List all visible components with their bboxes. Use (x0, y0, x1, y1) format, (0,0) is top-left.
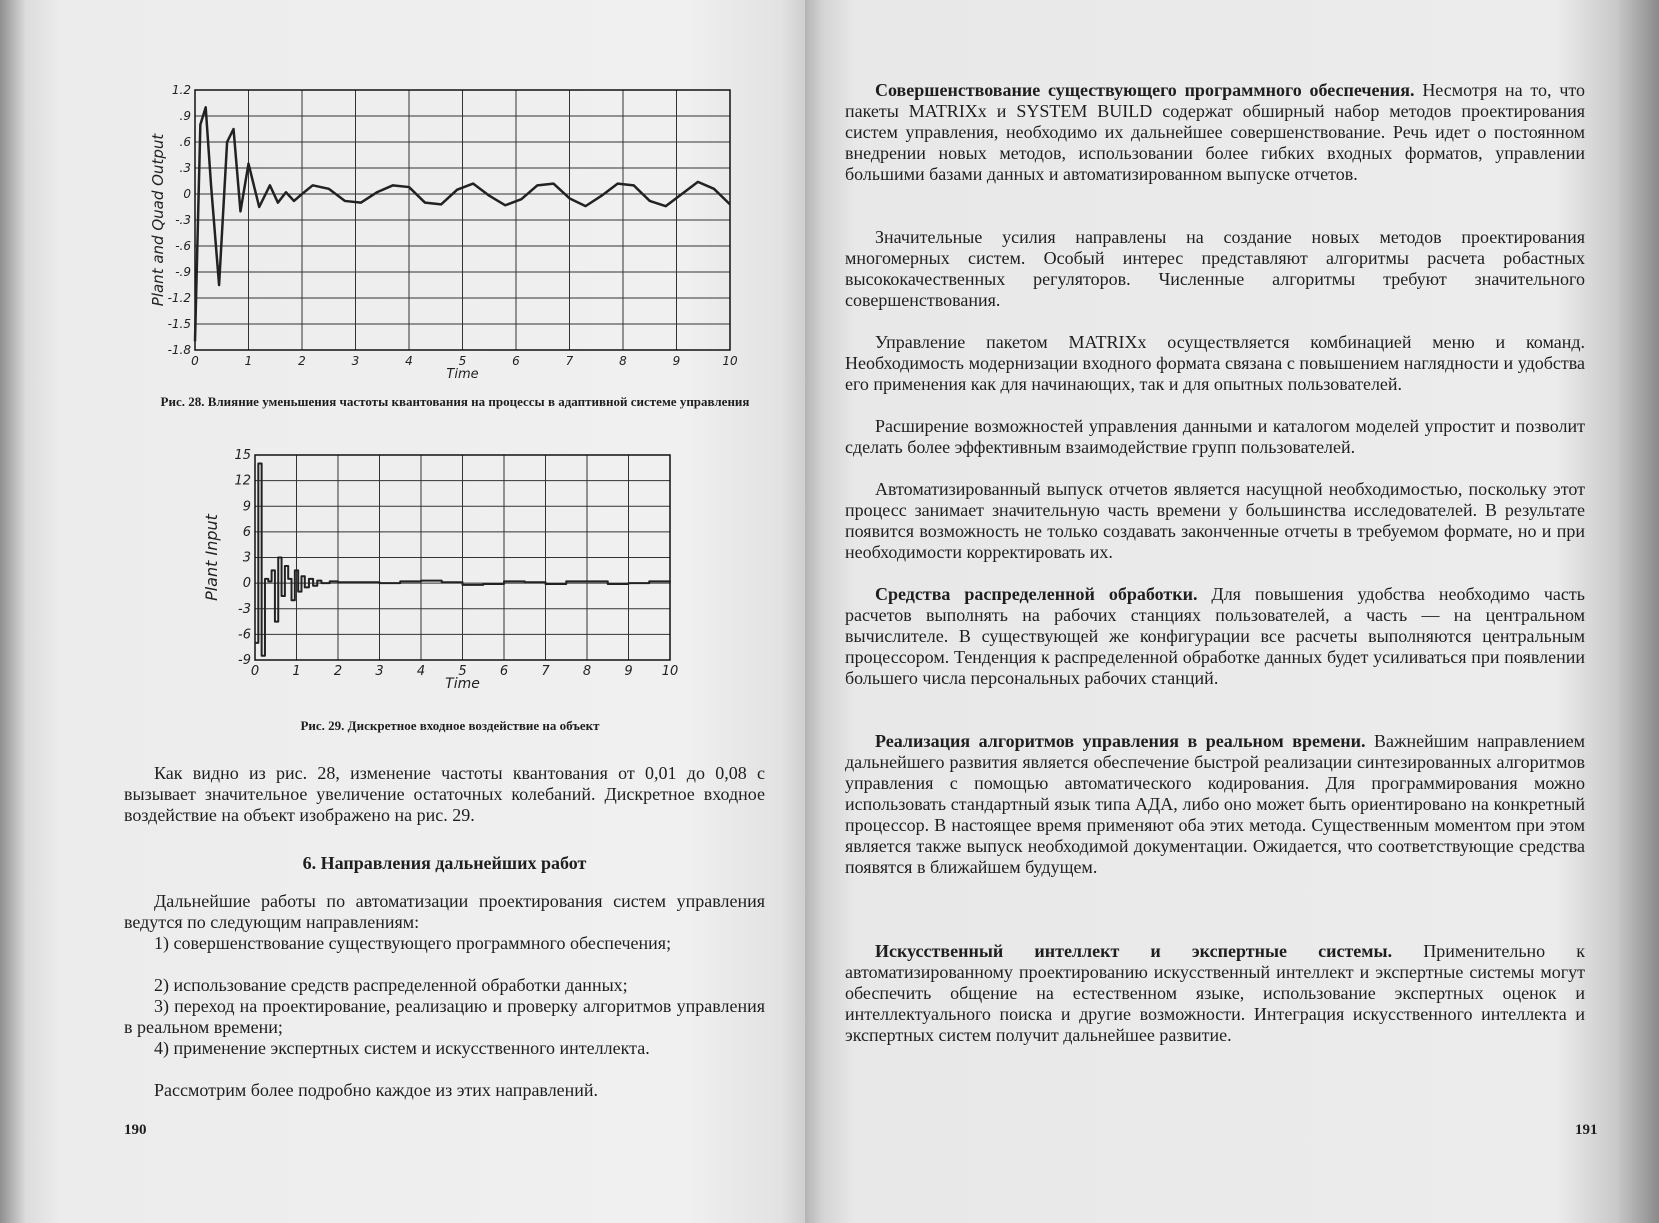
right-block-1-title: Совершенствование существующего программного обеспечения. (875, 80, 1415, 100)
y-tick-label: 0 (183, 187, 191, 201)
right-block-6-title: Средства распределенной обработки. (875, 584, 1198, 604)
right-block-6-text: Для повышения удобства необходимо часть расчетов выполнять на рабочих станциях пользователей, а часть — на центральном вычислителе. В существующей же конфигурации все расчеты выполняются центральным процессором. Тенденция к распределенной обработке данных будет усиливаться при появлении большего числа персональных рабочих станций. (845, 584, 1585, 688)
y-tick-label: 0 (242, 576, 251, 592)
x-tick-label: 9 (624, 664, 633, 679)
x-tick-label: 7 (541, 664, 550, 679)
right-block-6 (845, 584, 1585, 689)
x-tick-label: 6 (499, 664, 509, 679)
x-tick-label: 6 (512, 354, 520, 368)
page-number-left: 190 (124, 1122, 147, 1138)
y-tick-label: 3 (242, 550, 251, 566)
list-item-3: 3) переход на проектирование, реализацию и проверку алгоритмов управления в реальном времени; (124, 996, 765, 1037)
figure-29-caption (180, 717, 720, 734)
y-tick-label: .6 (179, 135, 191, 149)
paragraph-3: Рассмотрим более подробно каждое из этих направлений. (154, 1080, 599, 1100)
y-tick-label: -1.5 (167, 317, 191, 331)
right-block-7 (845, 731, 1585, 878)
figure-29-caption-text: Дискретное входное воздействие на объект (347, 718, 600, 733)
list-item-2: 2) использование средств распределенной обработки данных; (154, 975, 628, 995)
y-tick-label: 9 (242, 499, 251, 515)
right-page (805, 0, 1659, 1223)
paragraph-1: Как видно из рис. 28, изменение частоты квантования от 0,01 до 0,08 с вызывает значительное увеличение остаточных колебаний. Дискретное входное воздействие на объект изображено на рис. 29. (124, 763, 765, 825)
x-tick-label: 8 (619, 354, 627, 368)
right-block-1 (845, 80, 1585, 185)
right-block-1-text: Несмотря на то, что пакеты MATRIXx и SYSTEM BUILD содержат обширный набор методов проектирования систем управления, необходимо их дальнейшее совершенствование. Речь идет о постоянном внедрении новых методов, использовании более гибких входных форматов, управлении большими базами данных и автоматизированном выпуске отчетов. (845, 80, 1586, 184)
x-tick-label: 3 (375, 664, 384, 679)
y-tick-label: -3 (238, 601, 251, 617)
x-tick-label: 9 (672, 354, 681, 368)
x-tick-label: 10 (722, 354, 738, 368)
y-axis-label: Plant Input (202, 514, 221, 601)
chart-svg (200, 450, 690, 700)
y-tick-label: -6 (238, 627, 251, 643)
figure-28-caption-number: Рис. 28. (160, 394, 205, 409)
figure-28-caption (140, 393, 770, 410)
x-tick-label: 5 (458, 354, 467, 368)
right-block-5: Автоматизированный выпуск отчетов является насущной необходимостью, поскольку этот процесс занимает значительную часть времени у большинства исследователей. В результате появится возможность не только создавать законченные отчеты в требуемом формате, но и при необходимости корректировать их. (845, 479, 1585, 562)
x-axis-label: Time (445, 676, 480, 692)
figure-29-caption-number: Рис. 29. (300, 718, 345, 733)
list-item-1: 1) совершенствование существующего программного обеспечения; (154, 933, 672, 953)
list-item-4: 4) применение экспертных систем и искусственного интеллекта. (154, 1038, 650, 1058)
y-tick-label: -.9 (175, 265, 191, 279)
right-block-3: Управление пакетом MATRIXx осуществляется комбинацией меню и команд. Необходимость модернизации входного формата связана с повышением наглядности и удобства его применения как для начинающих, так и для опытных пользователей. (845, 332, 1585, 394)
right-block-7-title: Реализация алгоритмов управления в реальном времени. (875, 731, 1366, 751)
left-page (0, 0, 805, 1223)
y-tick-label: 6 (242, 524, 251, 540)
y-tick-label: .9 (179, 109, 191, 123)
right-block-7-text: Важнейшим направлением дальнейшего развития является обеспечение быстрой реализации синтезированных алгоритмов управления с помощью автоматического кодирования. Для программирования можно использовать стандартный язык типа АДА, либо оно может быть ориентировано на конкретный процессор. В настоящее время применяют оба этих метода. Существенным моментом при этом является также выпуск необходимой документации. Ожидается, что соответствующие средства появятся в ближайшем будущем. (845, 731, 1585, 877)
x-tick-label: 3 (351, 354, 360, 368)
right-block-2: Значительные усилия направлены на создание новых методов проектирования многомерных систем. Особый интерес представляют алгоритмы расчета робастных высококачественных регуляторов. Численные алгоритмы требуют значительного совершенствования. (845, 227, 1585, 310)
x-tick-label: 0 (191, 354, 199, 368)
right-block-8 (845, 941, 1585, 1046)
x-axis-label: Time (446, 367, 479, 382)
x-tick-label: 5 (458, 664, 467, 679)
y-tick-label: 15 (234, 448, 251, 463)
section-heading: 6. Направления дальнейших работ (302, 853, 587, 873)
y-tick-label: -9 (238, 653, 251, 668)
right-block-8-text: Применительно к автоматизированному проектированию искусственный интеллект и экспертные системы могут обеспечить общение на естественном языке, использование экспертных оценок и интеллектуального поиска и другие возможности. Интеграция искусственного интеллекта и экспертных систем получит дальнейшее развитие. (845, 941, 1586, 1045)
y-tick-label: -1.8 (167, 343, 191, 357)
x-tick-label: 4 (405, 354, 413, 368)
x-tick-label: 1 (244, 354, 253, 368)
y-tick-label: -.3 (175, 213, 191, 227)
figure-29-chart (200, 450, 690, 700)
x-tick-label: 1 (292, 664, 301, 679)
y-axis-label: Plant and Quad Output (149, 133, 167, 307)
page-number-right: 191 (1575, 1122, 1598, 1138)
x-tick-label: 10 (661, 664, 679, 679)
x-tick-label: 2 (333, 664, 343, 679)
y-tick-label: .3 (179, 161, 191, 175)
x-tick-label: 4 (416, 664, 426, 679)
x-tick-label: 2 (298, 354, 306, 368)
paragraph-2: Дальнейшие работы по автоматизации проектирования систем управления ведутся по следующим направлениям: (124, 891, 765, 932)
y-tick-label: 12 (234, 473, 251, 489)
x-tick-label: 7 (565, 354, 574, 368)
right-block-8-title: Искусственный интеллект и экспертные системы. (875, 941, 1393, 961)
figure-28-caption-text: Влияние уменьшения частоты квантования на процессы в адаптивной системе управления (207, 394, 750, 409)
figure-28-chart (150, 85, 750, 385)
chart-svg (150, 85, 750, 385)
y-tick-label: -1.2 (167, 291, 191, 305)
y-tick-label: -.6 (175, 239, 191, 253)
x-tick-label: 0 (250, 664, 260, 679)
right-block-4: Расширение возможностей управления данными и каталогом моделей упростит и позволит сделать более эффективным взаимодействие групп пользователей. (845, 416, 1585, 457)
y-tick-label: 1.2 (171, 83, 191, 97)
x-tick-label: 8 (582, 664, 592, 679)
